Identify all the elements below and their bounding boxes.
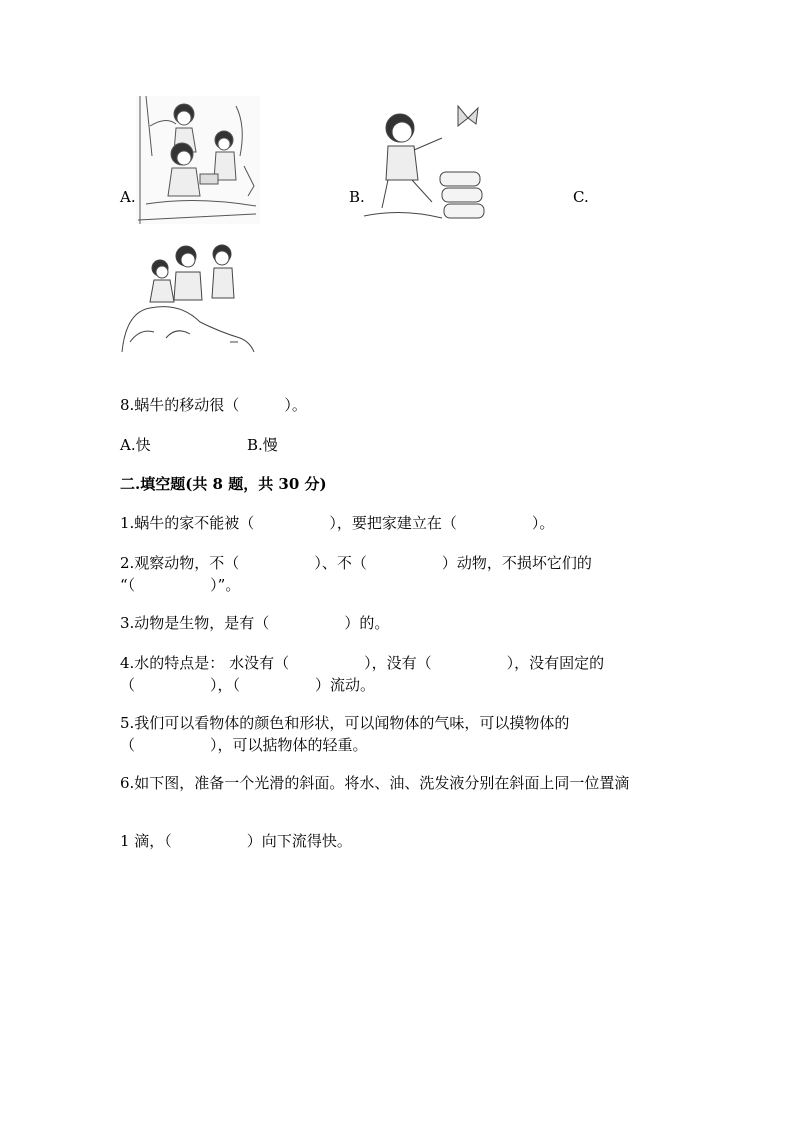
fill-item-4-line1: 4.水的特点是： 水没有（ ），没有（ ），没有固定的 bbox=[120, 654, 605, 672]
children-bushes-image bbox=[120, 242, 258, 354]
fill-item-5-line1: 5.我们可以看物体的颜色和形状，可以闻物体的气味，可以摸物体的 bbox=[120, 714, 570, 732]
fill-item-6-line1: 6.如下图，准备一个光滑的斜面。将水、油、洗发液分别在斜面上同一位置滴 bbox=[120, 774, 630, 792]
boy-butterfly-image bbox=[362, 98, 486, 222]
section-heading: 二.填空题(共 8 题，共 30 分) bbox=[120, 475, 327, 493]
option-b-label: B. bbox=[349, 188, 365, 206]
q8-option-b: B.慢 bbox=[247, 436, 278, 454]
fill-item-2-line2: “（ ）”。 bbox=[120, 576, 241, 594]
fill-item-2-line1: 2.观察动物，不（ ）、不（ ）动物，不损坏它们的 bbox=[120, 554, 592, 572]
fill-item-1: 1.蜗牛的家不能被（ ），要把家建立在（ ）。 bbox=[120, 514, 555, 532]
fill-item-3: 3.动物是生物，是有（ ）的。 bbox=[120, 614, 390, 632]
option-c-label: C. bbox=[573, 188, 589, 206]
option-a-label: A. bbox=[120, 188, 136, 206]
fill-item-5-line2: （ ），可以掂物体的轻重。 bbox=[120, 736, 368, 754]
q8-question: 8.蜗牛的移动很（ ）。 bbox=[120, 396, 307, 414]
fill-item-6-line2: 1 滴，（ ）向下流得快。 bbox=[120, 832, 352, 850]
children-reading-image bbox=[136, 96, 260, 224]
q8-option-a: A.快 bbox=[120, 436, 151, 454]
fill-item-4-line2: （ ），（ ）流动。 bbox=[120, 676, 376, 694]
